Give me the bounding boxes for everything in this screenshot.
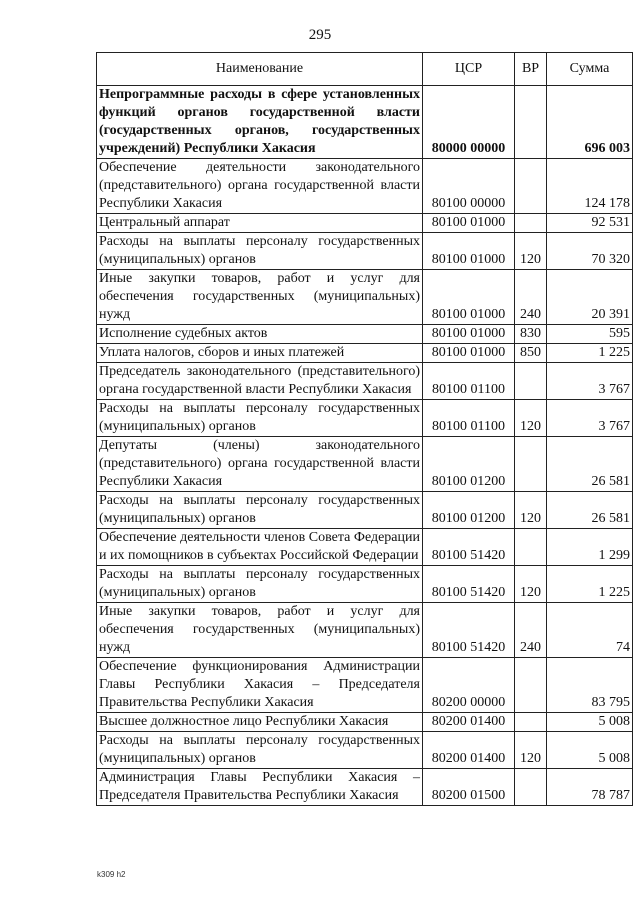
cell-vr: 120 — [515, 492, 547, 529]
budget-table — [96, 52, 633, 806]
cell-vr: 240 — [515, 603, 547, 658]
cell-csr: 80200 01400 — [423, 713, 515, 732]
cell-vr — [515, 214, 547, 233]
cell-sum: 1 299 — [547, 529, 633, 566]
cell-sum: 70 320 — [547, 233, 633, 270]
page-number: 295 — [308, 27, 332, 43]
table-row — [97, 437, 633, 492]
cell-csr: 80100 01100 — [423, 400, 515, 437]
cell-sum: 696 003 — [547, 86, 633, 159]
table-row — [97, 233, 633, 270]
cell-sum: 92 531 — [547, 214, 633, 233]
table-row — [97, 344, 633, 363]
cell-sum: 1 225 — [547, 566, 633, 603]
cell-csr: 80100 01000 — [423, 233, 515, 270]
table-row — [97, 325, 633, 344]
cell-sum: 20 391 — [547, 270, 633, 325]
table-body — [97, 86, 633, 806]
cell-csr: 80100 01200 — [423, 437, 515, 492]
cell-vr: 120 — [515, 233, 547, 270]
table-row — [97, 270, 633, 325]
cell-vr: 120 — [515, 732, 547, 769]
table-row — [97, 492, 633, 529]
cell-sum: 78 787 — [547, 769, 633, 806]
cell-name: Обеспечение деятельности членов Совета Федерации и их помощников в субъектах Российской Федерации — [97, 529, 423, 566]
table-row — [97, 159, 633, 214]
cell-name: Расходы на выплаты персоналу государственных (муниципальных) органов — [97, 400, 423, 437]
cell-name: Высшее должностное лицо Республики Хакасия — [97, 713, 423, 732]
cell-sum: 26 581 — [547, 437, 633, 492]
cell-vr — [515, 363, 547, 400]
cell-csr: 80100 00000 — [423, 159, 515, 214]
cell-vr — [515, 529, 547, 566]
cell-csr: 80200 01500 — [423, 769, 515, 806]
table-row — [97, 713, 633, 732]
cell-vr: 850 — [515, 344, 547, 363]
cell-name: Обеспечение функционирования Администрации Главы Республики Хакасия – Председателя Правительства Республики Хакасия — [97, 658, 423, 713]
cell-vr — [515, 86, 547, 159]
cell-name: Обеспечение деятельности законодательного (представительного) органа государственной власти Республики Хакасия — [97, 159, 423, 214]
table-header-row — [97, 53, 633, 86]
table-row — [97, 363, 633, 400]
cell-name: Председатель законодательного (представительного) органа государственной власти Республики Хакасия — [97, 363, 423, 400]
cell-name: Центральный аппарат — [97, 214, 423, 233]
cell-vr — [515, 437, 547, 492]
footer-code: k309 h2 — [97, 870, 126, 879]
table-row — [97, 86, 633, 159]
cell-csr: 80200 00000 — [423, 658, 515, 713]
cell-csr: 80000 00000 — [423, 86, 515, 159]
table-row — [97, 658, 633, 713]
cell-name: Иные закупки товаров, работ и услуг для обеспечения государственных (муниципальных) нужд — [97, 270, 423, 325]
cell-name: Расходы на выплаты персоналу государственных (муниципальных) органов — [97, 492, 423, 529]
header-vr: ВР — [515, 53, 547, 86]
cell-sum: 595 — [547, 325, 633, 344]
cell-sum: 5 008 — [547, 713, 633, 732]
cell-vr: 240 — [515, 270, 547, 325]
cell-sum: 26 581 — [547, 492, 633, 529]
header-csr: ЦСР — [423, 53, 515, 86]
cell-sum: 5 008 — [547, 732, 633, 769]
cell-name: Иные закупки товаров, работ и услуг для обеспечения государственных (муниципальных) нужд — [97, 603, 423, 658]
cell-sum: 3 767 — [547, 363, 633, 400]
table-row — [97, 566, 633, 603]
cell-csr: 80100 01200 — [423, 492, 515, 529]
cell-csr: 80100 51420 — [423, 566, 515, 603]
cell-sum: 1 225 — [547, 344, 633, 363]
cell-csr: 80100 01000 — [423, 214, 515, 233]
table-row — [97, 769, 633, 806]
cell-name: Администрация Главы Республики Хакасия – Председателя Правительства Республики Хакасия — [97, 769, 423, 806]
cell-csr: 80100 51420 — [423, 603, 515, 658]
cell-sum: 3 767 — [547, 400, 633, 437]
cell-name: Исполнение судебных актов — [97, 325, 423, 344]
cell-csr: 80100 01100 — [423, 363, 515, 400]
cell-vr: 830 — [515, 325, 547, 344]
table-row — [97, 214, 633, 233]
table-row — [97, 400, 633, 437]
cell-vr — [515, 159, 547, 214]
cell-sum: 83 795 — [547, 658, 633, 713]
cell-csr: 80100 01000 — [423, 344, 515, 363]
cell-name: Расходы на выплаты персоналу государственных (муниципальных) органов — [97, 566, 423, 603]
cell-csr: 80100 51420 — [423, 529, 515, 566]
cell-name: Непрограммные расходы в сфере установленных функций органов государственной власти (государственных органов, государственных учреждений) Республики Хакасия — [97, 86, 423, 159]
cell-name: Уплата налогов, сборов и иных платежей — [97, 344, 423, 363]
cell-csr: 80100 01000 — [423, 270, 515, 325]
cell-sum: 74 — [547, 603, 633, 658]
cell-name: Расходы на выплаты персоналу государственных (муниципальных) органов — [97, 233, 423, 270]
cell-name: Расходы на выплаты персоналу государственных (муниципальных) органов — [97, 732, 423, 769]
cell-vr: 120 — [515, 400, 547, 437]
table-row — [97, 603, 633, 658]
cell-vr — [515, 713, 547, 732]
cell-vr: 120 — [515, 566, 547, 603]
cell-csr: 80100 01000 — [423, 325, 515, 344]
cell-vr — [515, 769, 547, 806]
cell-sum: 124 178 — [547, 159, 633, 214]
cell-name: Депутаты (члены) законодательного (представительного) органа государственной власти Республики Хакасия — [97, 437, 423, 492]
table-row — [97, 732, 633, 769]
cell-csr: 80200 01400 — [423, 732, 515, 769]
table-row — [97, 529, 633, 566]
cell-vr — [515, 658, 547, 713]
header-sum: Сумма — [547, 53, 633, 86]
header-name: Наименование — [97, 53, 423, 86]
